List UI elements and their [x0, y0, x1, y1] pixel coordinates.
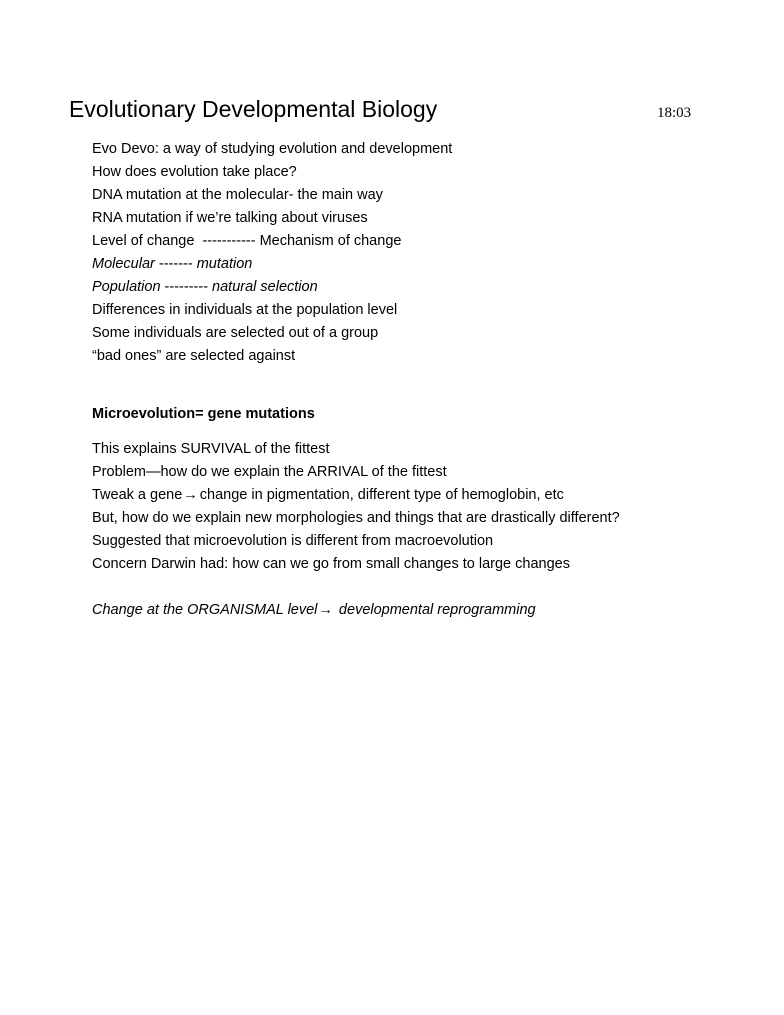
note-line: RNA mutation if we’re talking about viruses	[92, 210, 368, 226]
level-dashes: ---------	[160, 279, 213, 295]
note-line: This explains SURVIVAL of the fittest	[92, 441, 330, 457]
note-line-gene-tweak	[92, 484, 620, 507]
level-dashes: -------	[154, 256, 197, 272]
right-arrow-icon: →	[183, 487, 198, 503]
page-title: Evolutionary Developmental Biology	[69, 96, 438, 122]
mechanism-label-mutation: mutation	[196, 256, 253, 272]
level-label-population: Population	[92, 279, 161, 295]
note-line: Level of change ----------- Mechanism of change	[92, 233, 402, 249]
note-fragment: Tweak a gene	[92, 487, 183, 503]
note-line-population	[92, 276, 452, 299]
note-fragment: Change at the ORGANISMAL level	[92, 602, 318, 618]
note-fragment: developmental reprogramming	[334, 602, 536, 618]
level-label-molecular: Molecular	[92, 256, 155, 272]
intro-notes	[92, 138, 452, 368]
note-line: Differences in individuals at the population level	[92, 302, 398, 318]
right-arrow-icon: →	[318, 602, 333, 618]
note-line: Some individuals are selected out of a group	[92, 325, 379, 341]
mechanism-label-natural-selection: natural selection	[212, 279, 318, 295]
note-line: Problem—how do we explain the ARRIVAL of the fittest	[92, 464, 447, 480]
note-line: Suggested that microevolution is different from macroevolution	[92, 533, 494, 549]
organismal-note	[92, 599, 536, 622]
section-heading-microevolution: Microevolution= gene mutations	[92, 406, 315, 422]
note-line: But, how do we explain new morphologies and things that are drastically different?	[92, 510, 620, 526]
note-line: Concern Darwin had: how can we go from small changes to large changes	[92, 556, 570, 572]
note-line: Evo Devo: a way of studying evolution and development	[92, 141, 453, 157]
note-line: “bad ones” are selected against	[92, 348, 296, 364]
page-timestamp: 18:03	[657, 105, 692, 121]
note-line: DNA mutation at the molecular- the main way	[92, 187, 383, 203]
note-line-molecular	[92, 253, 452, 276]
microevolution-notes	[92, 438, 620, 576]
note-fragment: change in pigmentation, different type of hemoglobin, etc	[199, 487, 564, 503]
note-line: How does evolution take place?	[92, 164, 297, 180]
